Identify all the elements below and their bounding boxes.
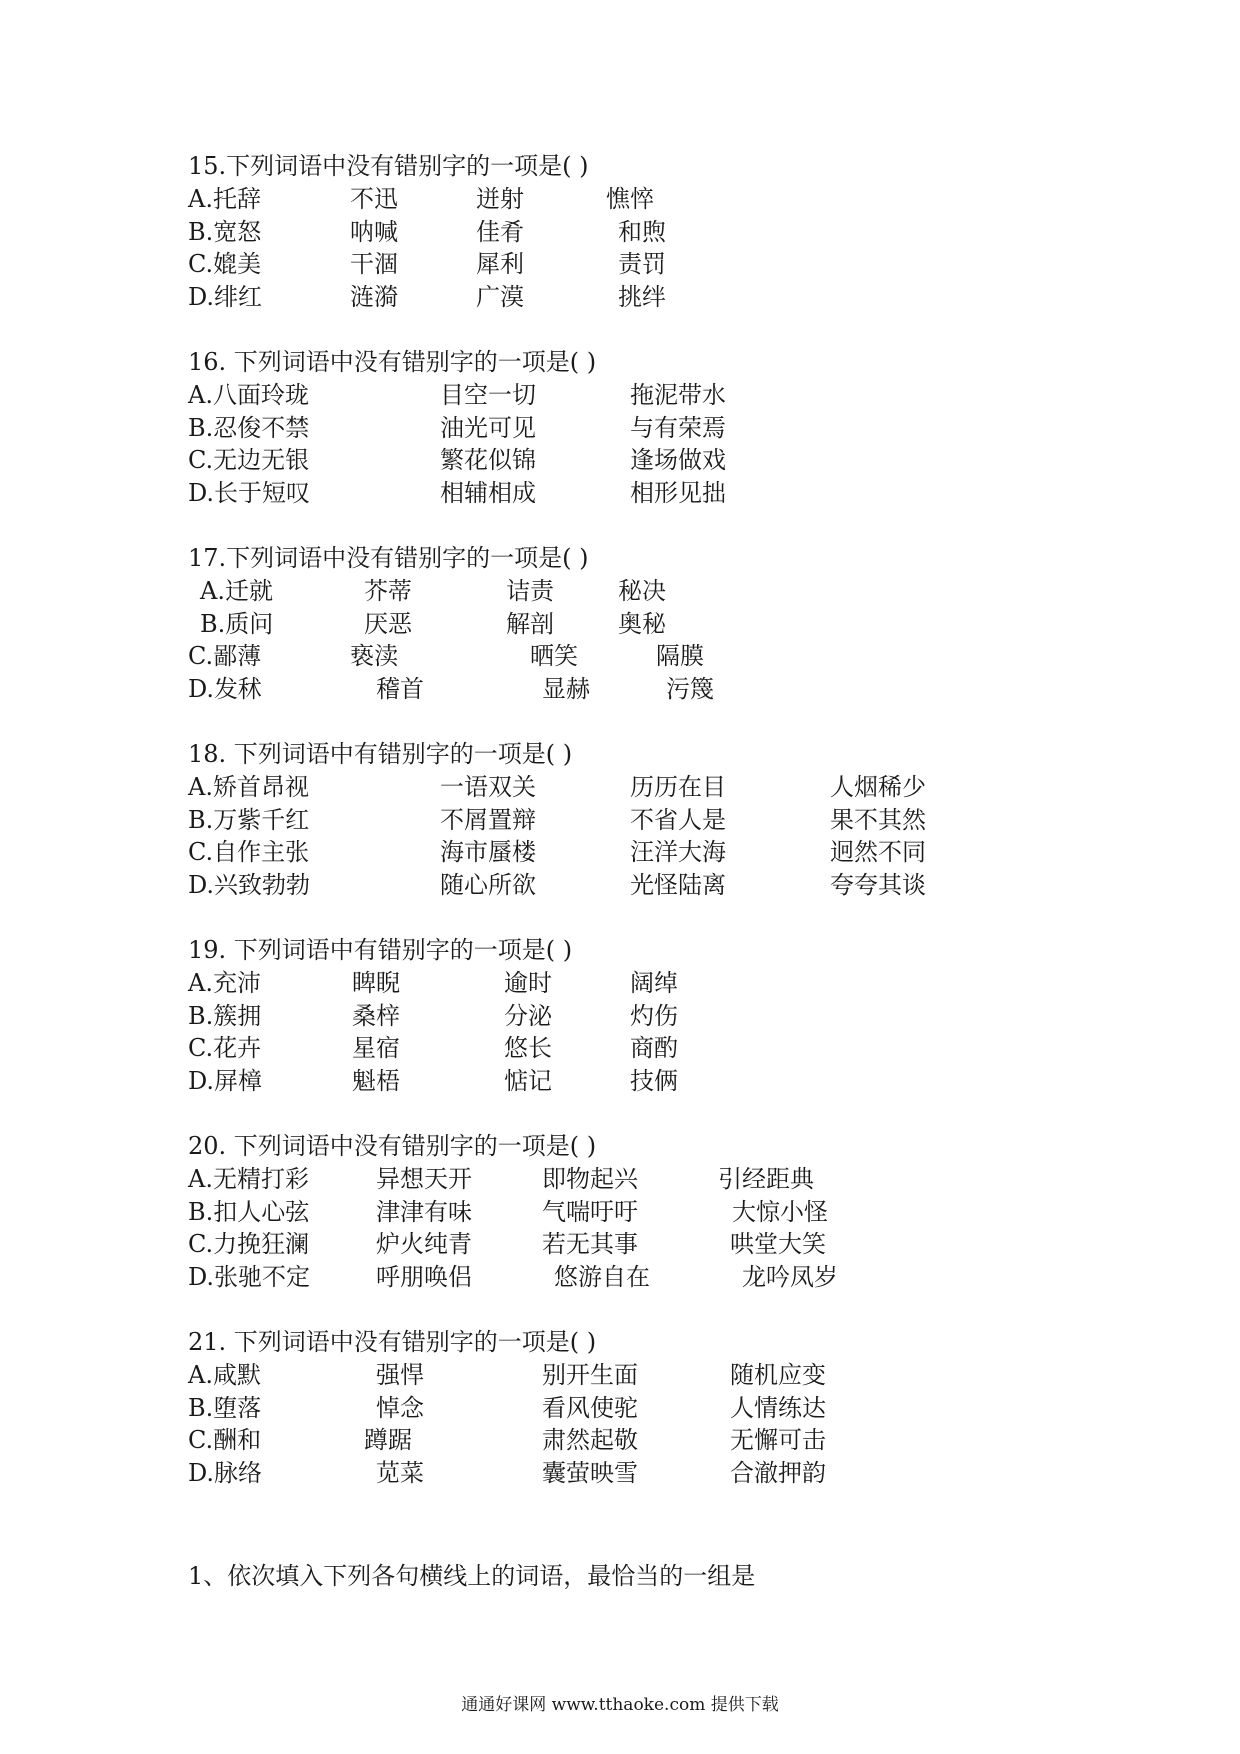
option-word: 星宿 — [352, 1034, 400, 1063]
option-word: 汪洋大海 — [630, 838, 726, 867]
option-word: 悠游自在 — [554, 1263, 650, 1292]
option-label: D.长于短叹 — [188, 479, 311, 508]
option-word: 奥秘 — [618, 609, 666, 638]
option-word: 炉火纯青 — [376, 1230, 472, 1259]
option-row — [188, 216, 1188, 249]
question-stem: 21. 下列词语中没有错别字的一项是( ) — [188, 1328, 597, 1356]
option-label: D.脉络 — [188, 1459, 263, 1488]
option-word: 异想天开 — [376, 1165, 472, 1193]
option-row — [188, 1196, 1188, 1229]
option-word: 若无其事 — [542, 1230, 638, 1259]
option-word: 诘责 — [506, 577, 554, 605]
option-row — [188, 1261, 1188, 1294]
option-row — [188, 804, 1188, 837]
option-word: 拖泥带水 — [630, 381, 726, 409]
option-row — [188, 444, 1188, 477]
option-word: 逾时 — [504, 969, 552, 997]
option-word: 随心所欲 — [440, 871, 536, 900]
option-word: 无懈可击 — [730, 1426, 826, 1455]
option-word: 广漠 — [476, 283, 524, 312]
question-stem: 15.下列词语中没有错别字的一项是( ) — [188, 152, 589, 180]
option-label: A.充沛 — [188, 969, 261, 997]
question-19 — [188, 934, 1188, 1098]
question-stem: 16. 下列词语中没有错别字的一项是( ) — [188, 348, 597, 376]
option-word: 污篾 — [666, 675, 714, 704]
option-word: 惦记 — [504, 1067, 552, 1096]
option-label: C.力挽狂澜 — [188, 1230, 310, 1259]
option-row — [188, 379, 1188, 412]
option-word: 别开生面 — [542, 1361, 638, 1389]
option-word: 隔膜 — [656, 642, 704, 671]
question-17 — [188, 542, 1188, 706]
option-word: 不迅 — [350, 185, 398, 213]
option-label: C.无边无银 — [188, 446, 310, 475]
option-word: 亵渎 — [350, 642, 398, 671]
option-label: C.花卉 — [188, 1034, 262, 1063]
option-label: A.迁就 — [200, 577, 273, 605]
option-word: 相辅相成 — [440, 479, 536, 508]
option-word: 悠长 — [504, 1034, 552, 1063]
option-word: 强悍 — [376, 1361, 424, 1389]
question-stem: 18. 下列词语中有错别字的一项是( ) — [188, 740, 573, 768]
option-label: C.鄙薄 — [188, 642, 262, 671]
option-label: A.矫首昂视 — [188, 773, 309, 801]
option-word: 油光可见 — [440, 413, 536, 442]
option-word: 与有荣焉 — [630, 413, 726, 442]
option-word: 灼伤 — [630, 1001, 678, 1030]
question-16 — [188, 346, 1188, 510]
option-row — [188, 1000, 1188, 1033]
option-word: 苋菜 — [376, 1459, 424, 1488]
option-word: 随机应变 — [730, 1361, 826, 1389]
option-row — [188, 1392, 1188, 1425]
option-word: 逢场做戏 — [630, 446, 726, 475]
option-word: 挑绊 — [618, 283, 666, 312]
question-18 — [188, 738, 1188, 902]
option-word: 涟漪 — [350, 283, 398, 312]
option-row — [188, 967, 1188, 1000]
option-word: 迥然不同 — [830, 838, 926, 867]
option-word: 历历在目 — [630, 773, 726, 801]
option-word: 稽首 — [376, 675, 424, 704]
option-row — [188, 1228, 1188, 1261]
option-word: 解剖 — [506, 609, 554, 638]
option-word: 蹲踞 — [364, 1426, 412, 1455]
option-label: D.绯红 — [188, 283, 263, 312]
option-row — [188, 1457, 1188, 1490]
option-word: 秘决 — [618, 577, 666, 605]
option-word: 光怪陆离 — [630, 871, 726, 900]
option-row — [188, 1359, 1188, 1392]
option-row — [188, 608, 1188, 641]
option-word: 果不其然 — [830, 805, 926, 834]
option-word: 人烟稀少 — [830, 773, 926, 801]
option-word: 睥睨 — [352, 969, 400, 997]
option-label: A.托辞 — [188, 185, 261, 213]
option-label: D.屏樟 — [188, 1067, 263, 1096]
option-word: 合澈押韵 — [730, 1459, 826, 1488]
option-word: 人情练达 — [730, 1393, 826, 1422]
option-word: 厌恶 — [364, 609, 412, 638]
option-word: 一语双关 — [440, 773, 536, 801]
option-word: 囊萤映雪 — [542, 1459, 638, 1488]
option-row — [188, 281, 1188, 314]
option-word: 海市蜃楼 — [440, 838, 536, 867]
option-label: B.忍俊不禁 — [188, 413, 310, 442]
option-word: 技俩 — [630, 1067, 678, 1096]
option-word: 晒笑 — [530, 642, 578, 671]
option-word: 引经距典 — [718, 1165, 814, 1193]
question-stem: 19. 下列词语中有错别字的一项是( ) — [188, 936, 573, 964]
option-word: 显赫 — [542, 675, 590, 704]
option-word: 龙吟凤岁 — [742, 1263, 838, 1292]
option-row — [188, 836, 1188, 869]
option-row — [188, 640, 1188, 673]
option-word: 呐喊 — [350, 217, 398, 246]
option-word: 夸夸其谈 — [830, 871, 926, 900]
option-label: C.自作主张 — [188, 838, 310, 867]
option-word: 哄堂大笑 — [730, 1230, 826, 1259]
option-row — [188, 1065, 1188, 1098]
option-label: A.八面玲珑 — [188, 381, 309, 409]
option-row — [188, 412, 1188, 445]
option-word: 津津有味 — [376, 1197, 472, 1226]
option-word: 不省人是 — [630, 805, 726, 834]
question-stem: 17.下列词语中没有错别字的一项是( ) — [188, 544, 589, 572]
option-word: 责罚 — [618, 250, 666, 279]
option-row — [188, 183, 1188, 216]
option-word: 呼朋唤侣 — [376, 1263, 472, 1292]
option-row — [188, 1424, 1188, 1457]
option-word: 犀利 — [476, 250, 524, 279]
fill-in-question: 1、依次填入下列各句横线上的词语，最恰当的一组是 — [188, 1562, 756, 1590]
option-row — [188, 248, 1188, 281]
option-word: 分泌 — [504, 1001, 552, 1030]
option-row — [188, 1032, 1188, 1065]
option-label: D.发秫 — [188, 675, 263, 704]
option-label: C.酬和 — [188, 1426, 262, 1455]
option-label: D.张驰不定 — [188, 1263, 311, 1292]
option-word: 佳肴 — [476, 217, 524, 246]
option-row — [188, 869, 1188, 902]
option-word: 不屑置辩 — [440, 805, 536, 834]
option-word: 魁梧 — [352, 1067, 400, 1096]
option-row — [188, 1163, 1188, 1196]
option-row — [188, 771, 1188, 804]
option-label: B.宽怒 — [188, 217, 262, 246]
option-word: 目空一切 — [440, 381, 536, 409]
option-label: B.堕落 — [188, 1393, 262, 1422]
option-row — [188, 477, 1188, 510]
option-label: C.媲美 — [188, 250, 262, 279]
option-label: A.无精打彩 — [188, 1165, 309, 1193]
option-word: 芥蒂 — [364, 577, 412, 605]
option-word: 看风使驼 — [542, 1393, 638, 1422]
question-21 — [188, 1326, 1188, 1490]
option-word: 悼念 — [376, 1393, 424, 1422]
option-word: 憔悴 — [606, 185, 654, 213]
option-label: D.兴致勃勃 — [188, 871, 311, 900]
option-word: 桑梓 — [352, 1001, 400, 1030]
question-20 — [188, 1130, 1188, 1294]
option-word: 干涸 — [350, 250, 398, 279]
option-word: 和煦 — [618, 217, 666, 246]
option-word: 气喘吁吁 — [542, 1197, 638, 1226]
option-word: 商酌 — [630, 1034, 678, 1063]
footer-text: 通通好课网 www.tthaoke.com 提供下载 — [461, 1695, 779, 1715]
option-label: B.簇拥 — [188, 1001, 262, 1030]
option-label: B.万紫千红 — [188, 805, 310, 834]
option-label: B.扣人心弦 — [188, 1197, 310, 1226]
option-word: 即物起兴 — [542, 1165, 638, 1193]
option-word: 阔绰 — [630, 969, 678, 997]
option-word: 繁花似锦 — [440, 446, 536, 475]
question-15 — [188, 150, 1188, 314]
option-label: B.质问 — [200, 609, 274, 638]
option-word: 肃然起敬 — [542, 1426, 638, 1455]
option-word: 迸射 — [476, 185, 524, 213]
option-word: 大惊小怪 — [732, 1197, 828, 1226]
option-row — [188, 575, 1188, 608]
option-label: A.咸默 — [188, 1361, 261, 1389]
option-row — [188, 673, 1188, 706]
option-word: 相形见拙 — [630, 479, 726, 508]
question-stem: 20. 下列词语中没有错别字的一项是( ) — [188, 1132, 597, 1160]
